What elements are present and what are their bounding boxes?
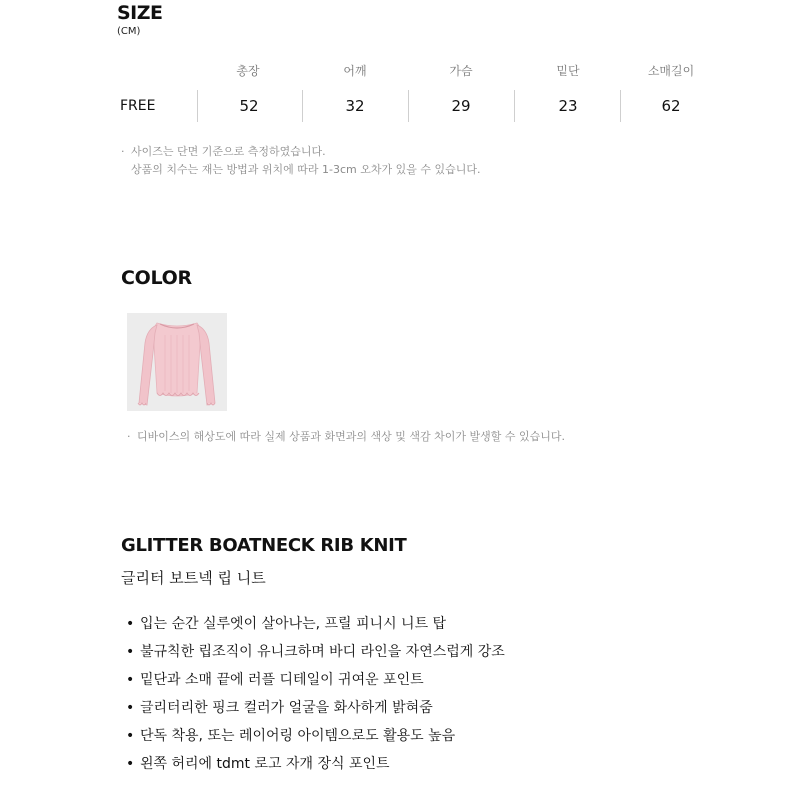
size-unit: (CM) bbox=[117, 26, 141, 37]
color-note: · 디바이스의 해상도에 따라 실제 상품과 화면과의 색상 및 색감 차이가 발생할 수 있습니다. bbox=[127, 430, 565, 443]
pink-knit-top-image bbox=[127, 313, 227, 411]
feature-item: • 밑단과 소매 끝에 러플 디테일이 귀여운 포인트 bbox=[126, 672, 424, 688]
size-title: SIZE bbox=[117, 2, 163, 24]
feature-item: • 왼쪽 허리에 tdmt 로고 자개 장식 포인트 bbox=[126, 756, 390, 772]
size-table bbox=[110, 60, 720, 126]
size-col-header: 밑단 bbox=[556, 64, 580, 78]
size-col-header: 총장 bbox=[236, 64, 260, 78]
table-divider bbox=[197, 90, 198, 122]
size-cell: 32 bbox=[345, 97, 365, 115]
table-divider bbox=[514, 90, 515, 122]
size-row-label: FREE bbox=[120, 98, 156, 114]
feature-item: • 입는 순간 실루엣이 살아나는, 프릴 피니시 니트 탑 bbox=[126, 616, 447, 632]
size-col-header: 소매길이 bbox=[647, 64, 695, 78]
color-title: COLOR bbox=[121, 267, 192, 289]
table-divider bbox=[408, 90, 409, 122]
feature-item: • 불규칙한 립조직이 유니크하며 바디 라인을 자연스럽게 강조 bbox=[126, 644, 505, 660]
product-subtitle: 글리터 보트넥 립 니트 bbox=[121, 569, 266, 587]
size-cell: 52 bbox=[239, 97, 259, 115]
size-notes bbox=[121, 143, 480, 179]
size-note: · 사이즈는 단면 기준으로 측정하였습니다. bbox=[121, 145, 326, 158]
feature-list bbox=[126, 610, 505, 778]
size-cell: 29 bbox=[451, 97, 471, 115]
knit-top-icon bbox=[127, 313, 227, 411]
size-col-header: 어깨 bbox=[343, 64, 367, 78]
size-cell: 23 bbox=[558, 97, 578, 115]
feature-item: • 글리터리한 핑크 컬러가 얼굴을 화사하게 밝혀줌 bbox=[126, 700, 433, 716]
size-col-header: 가슴 bbox=[449, 64, 473, 78]
table-divider bbox=[302, 90, 303, 122]
size-cell: 62 bbox=[661, 97, 681, 115]
product-title: GLITTER BOATNECK RIB KNIT bbox=[121, 535, 407, 556]
feature-item: • 단독 착용, 또는 레이어링 아이템으로도 활용도 높음 bbox=[126, 728, 456, 744]
size-note: 상품의 치수는 재는 방법과 위치에 따라 1-3cm 오차가 있을 수 있습니다. bbox=[131, 163, 481, 176]
